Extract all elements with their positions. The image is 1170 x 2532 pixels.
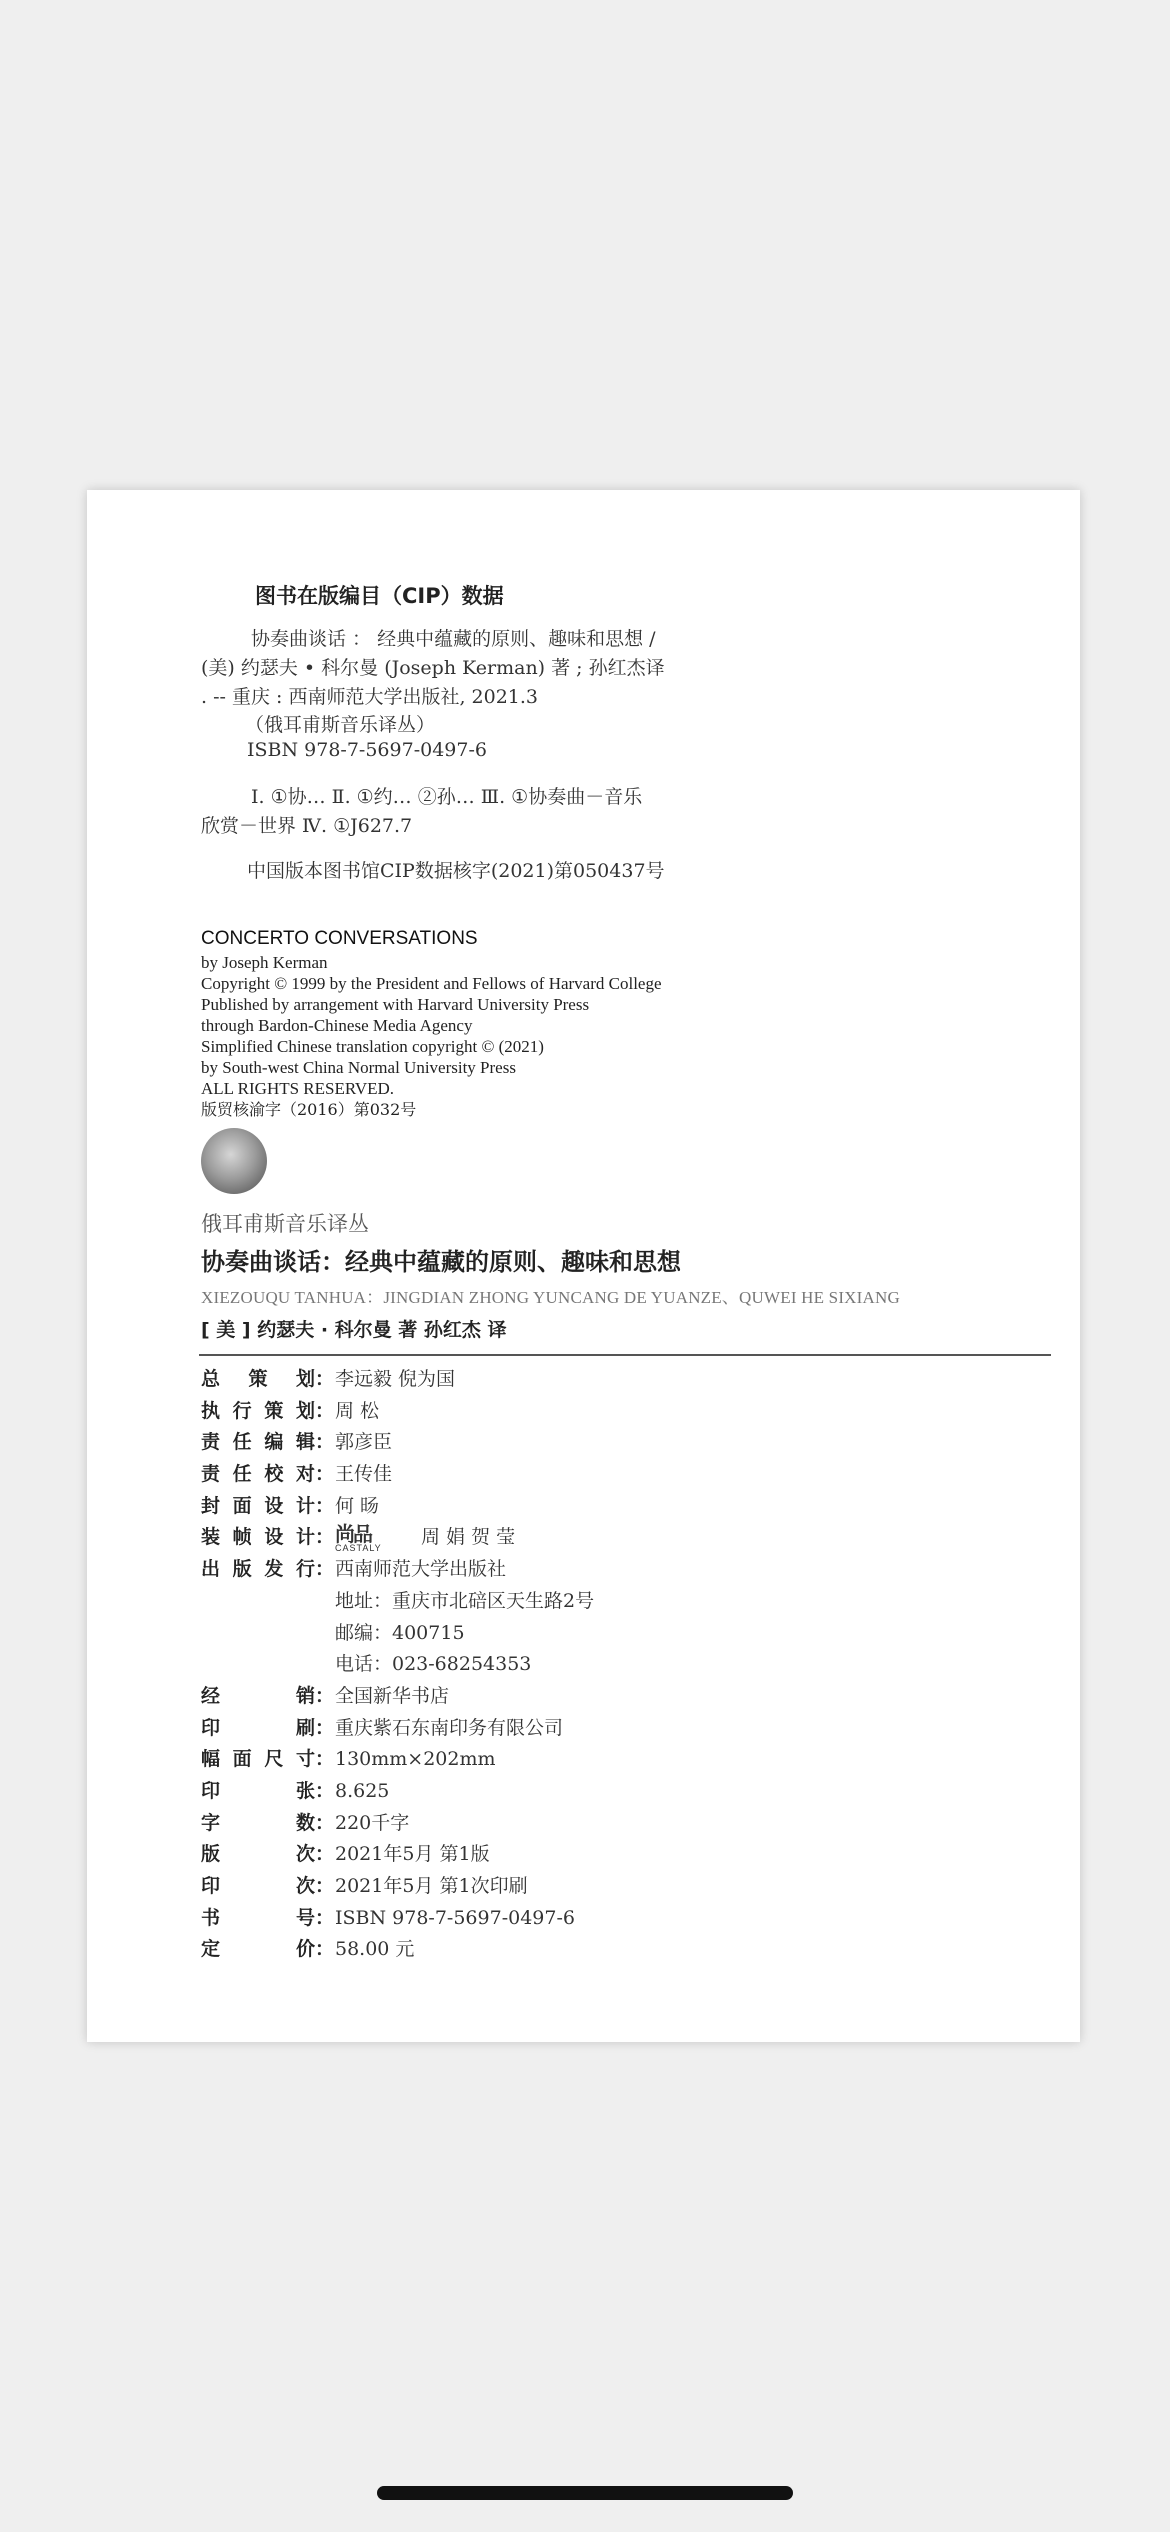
castaly-logo-text: CASTALY — [335, 1543, 382, 1554]
credit-row: 定价 ： 58.00 元 — [201, 1934, 961, 1966]
cip-class-line-1: Ⅰ. ①协… Ⅱ. ①约… ②孙… Ⅲ. ①协奏曲－音乐 — [251, 786, 643, 808]
credit-label: 定价 — [201, 1938, 315, 1961]
series-name: 俄耳甫斯音乐译丛 — [201, 1212, 369, 1236]
contract-number: 版贸核渝字（2016）第032号 — [201, 1100, 417, 1119]
credit-value: 地址：重庆市北碚区天生路2号 — [335, 1589, 595, 1612]
credit-label: 印次 — [201, 1875, 315, 1897]
cip-line-4: （俄耳甫斯音乐译丛） — [245, 714, 436, 736]
credit-row: 幅面尺寸 ： 130mm×202mm — [201, 1744, 961, 1776]
copyright-line-2: Copyright © 1999 by the President and Fellows of Harvard College — [201, 974, 662, 993]
credit-value: 8.625 — [335, 1779, 390, 1802]
book-title-pinyin: XIEZOUQU TANHUA：JINGDIAN ZHONG YUNCANG DE YUANZE、QUWEI HE SIXIANG — [201, 1288, 900, 1307]
credit-value-with-logo — [335, 1522, 515, 1554]
credit-label: 出版发行 — [201, 1558, 315, 1581]
credit-value: 2021年5月 第1次印刷 — [335, 1875, 528, 1897]
credit-label: 印张 — [201, 1779, 315, 1802]
credit-row: 装帧设计 ： 尚品 CASTALY 周 娟 贺 莹 — [201, 1522, 516, 1554]
book-authors: [ 美 ] 约瑟夫 · 科尔曼 著 孙红杰 译 — [201, 1319, 507, 1341]
cip-line-1: 协奏曲谈话 ： 经典中蕴藏的原则、趣味和思想 / — [251, 628, 656, 650]
credit-value: 全国新华书店 — [335, 1684, 450, 1707]
copyright-line-5: Simplified Chinese translation copyright © (2021) — [201, 1037, 544, 1056]
home-indicator[interactable] — [377, 2486, 793, 2500]
credit-value: 郭彦臣 — [335, 1431, 393, 1454]
credit-value: 130mm×202mm — [335, 1748, 496, 1771]
credit-label: 封面设计 — [201, 1494, 315, 1517]
credit-label: 书号 — [201, 1906, 315, 1929]
credit-row: 封面设计 ： 何 旸 — [201, 1491, 961, 1523]
credit-row: 责任校对 ： 王传佳 — [201, 1459, 961, 1491]
credit-row-postcode — [201, 1618, 961, 1650]
credit-row: 印次 ： 2021年5月 第1次印刷 — [201, 1871, 961, 1903]
credit-label: 装帧设计 — [201, 1526, 315, 1549]
copyright-line-7: ALL RIGHTS RESERVED. — [201, 1079, 395, 1098]
credit-row: 出版发行 ： 西南师范大学出版社 — [201, 1554, 961, 1586]
credit-row: 书号 ： ISBN 978-7-5697-0497-6 — [201, 1903, 961, 1935]
credit-value: 何 旸 — [335, 1494, 380, 1517]
credit-label: 执行策划 — [201, 1399, 315, 1422]
credit-value: 西南师范大学出版社 — [335, 1558, 507, 1581]
credit-row: 字数 ： 220千字 — [201, 1808, 961, 1840]
credit-label: 幅面尺寸 — [201, 1748, 315, 1771]
credit-value: 邮编：400715 — [335, 1621, 465, 1644]
credit-row: 执行策划 ： 周 松 — [201, 1396, 961, 1428]
cip-line-2: (美) 约瑟夫 • 科尔曼 (Joseph Kerman) 著 ; 孙红杰译 — [201, 657, 665, 679]
credit-value: 2021年5月 第1版 — [335, 1843, 490, 1866]
credit-value: ISBN 978-7-5697-0497-6 — [335, 1906, 575, 1929]
orpheus-seal-image — [201, 1128, 267, 1194]
credit-value: 重庆紫石东南印务有限公司 — [335, 1716, 564, 1739]
credit-row-phone — [201, 1649, 961, 1681]
credit-value: 王传佳 — [335, 1463, 393, 1486]
credit-value: 58.00 元 — [335, 1938, 415, 1961]
credit-value: 李远毅 倪为国 — [335, 1368, 456, 1390]
credit-row: 责任编辑 ： 郭彦臣 — [201, 1427, 961, 1459]
credit-value: 电话：023-68254353 — [335, 1653, 532, 1676]
cip-title: 图书在版编目（CIP）数据 — [255, 584, 504, 608]
credit-label: 经销 — [201, 1684, 315, 1707]
copyright-line-1: by Joseph Kerman — [201, 953, 328, 972]
credit-row: 版次 ： 2021年5月 第1版 — [201, 1839, 961, 1871]
credit-row: 总策划 ： 李远毅 倪为国 — [201, 1364, 961, 1396]
castaly-logo-mark: 尚品 — [335, 1522, 371, 1547]
document-page — [87, 490, 1080, 2042]
credit-label: 版次 — [201, 1843, 315, 1866]
credit-row: 经销 ： 全国新华书店 — [201, 1681, 961, 1713]
credit-value: 周 娟 贺 莹 — [421, 1526, 516, 1549]
copyright-line-6: by South-west China Normal University Press — [201, 1058, 516, 1077]
copyright-title: CONCERTO CONVERSATIONS — [201, 928, 478, 949]
credit-label: 责任校对 — [201, 1463, 315, 1486]
credit-label: 字数 — [201, 1811, 315, 1834]
credit-row: 印张 ： 8.625 — [201, 1776, 961, 1808]
credit-row: 印刷 ： 重庆紫石东南印务有限公司 — [201, 1713, 961, 1745]
cip-line-3: . -- 重庆 : 西南师范大学出版社, 2021.3 — [201, 686, 539, 708]
divider — [199, 1354, 1051, 1356]
cip-class-line-2: 欣赏－世界 Ⅳ. ①J627.7 — [201, 815, 413, 837]
credit-label: 责任编辑 — [201, 1431, 315, 1454]
copyright-line-4: through Bardon-Chinese Media Agency — [201, 1016, 473, 1035]
book-title: 协奏曲谈话：经典中蕴藏的原则、趣味和思想 — [201, 1248, 681, 1276]
credit-value: 周 松 — [335, 1399, 380, 1422]
credit-label: 总策划 — [201, 1368, 315, 1390]
cip-line-5: ISBN 978-7-5697-0497-6 — [247, 739, 487, 761]
credit-label: 印刷 — [201, 1716, 315, 1739]
castaly-logo — [335, 1523, 399, 1553]
credit-row-address — [201, 1586, 961, 1618]
cip-number: 中国版本图书馆CIP数据核字(2021)第050437号 — [247, 860, 665, 882]
credits-list — [201, 1364, 961, 1966]
credit-value: 220千字 — [335, 1811, 410, 1834]
copyright-line-3: Published by arrangement with Harvard University Press — [201, 995, 590, 1014]
